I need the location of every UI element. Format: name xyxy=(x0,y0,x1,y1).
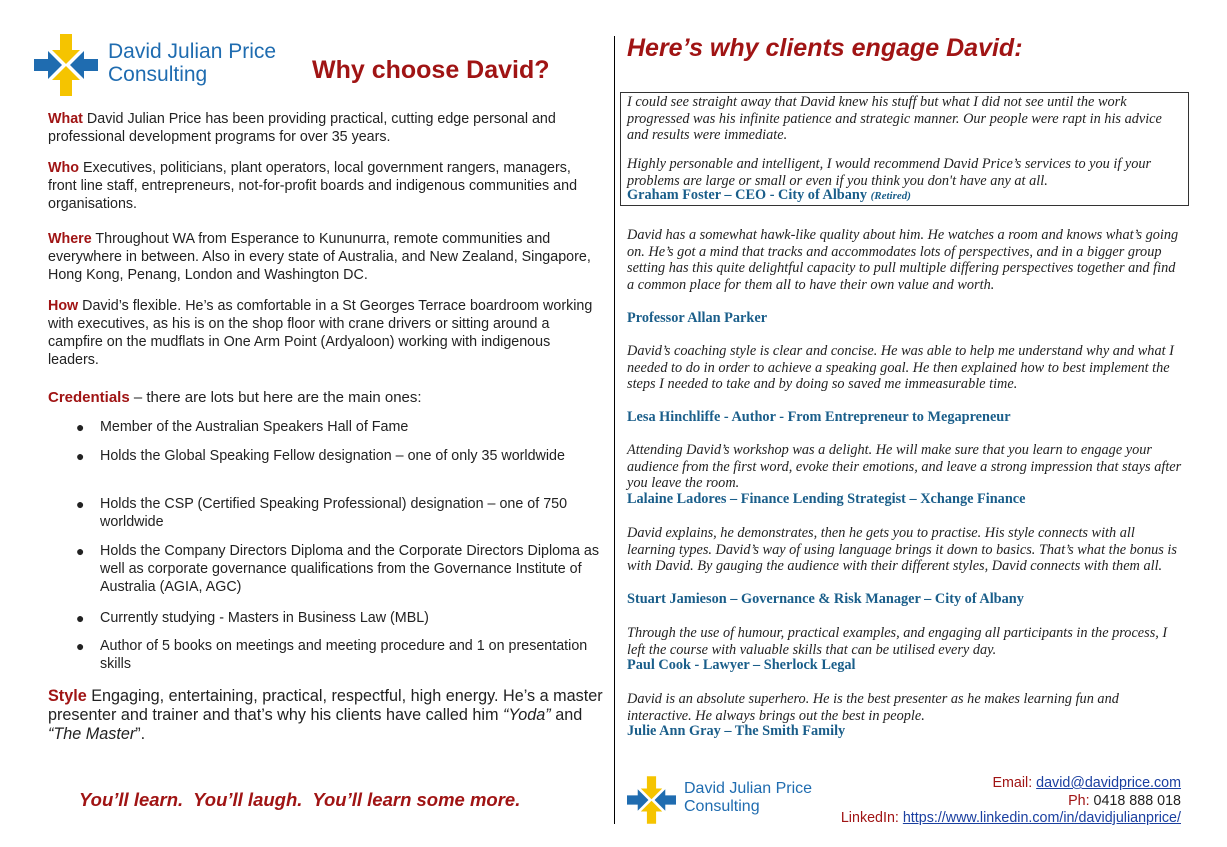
contact-block xyxy=(841,775,1181,828)
list-item: ● Holds the Company Directors Diploma and the Corporate Directors Diploma as well as corporate governance qualifications from the Governance Institute of Australia (AGIA, AGC) xyxy=(76,543,600,595)
testimonial-5-name: Stuart Jamieson – Governance & Risk Manager – City of Albany xyxy=(627,591,1024,607)
how-text: David’s flexible. He’s as comfortable in a St Georges Terrace boardroom working with executives, as his is on the shop floor with crane drivers or sitting around a campfire on the mudflats in One Arm Point (Ardyaloon) working with indigenous leaders. xyxy=(48,298,593,368)
style-end: ”. xyxy=(135,725,146,743)
where-text: Throughout WA from Esperance to Kununurra, remote communities and everywhere in between. Also in every state of Australia, and New Zealand, Singapore, Hong Kong, Penang, London and Washington DC. xyxy=(48,231,591,283)
testimonial-7-name: Julie Ann Gray – The Smith Family xyxy=(627,723,846,739)
what-label: What xyxy=(48,111,83,127)
bullet-icon: ● xyxy=(76,419,85,435)
page-title-right: Here’s why clients engage David: xyxy=(627,34,1023,62)
section-who xyxy=(48,159,588,213)
email-link[interactable]: david@davidprice.com xyxy=(1036,775,1181,791)
logo-bottom-line2: Consulting xyxy=(684,797,760,815)
testimonial-6-quote: Through the use of humour, practical examples, and engaging all participants in the process, I left the course with valuable skills that can be utilised every day. xyxy=(627,625,1168,658)
contact-phone-row xyxy=(841,793,1181,811)
logo-bottom xyxy=(627,776,847,824)
testimonial-2-quote: David has a somewhat hawk-like quality about him. He watches a room and knows what’s going on. He’s got a mind that tracks and accommodates lots of perspectives, and in a bigger group setting has this quite delightful capacity to pull multiple differing perspectives together and find a common place for them all to have their own value and worth. xyxy=(627,227,1179,293)
style-yoda: “Yoda” xyxy=(503,706,551,724)
testimonial-1-name: Graham Foster – CEO - City of Albany (Retired) xyxy=(627,187,911,203)
testimonial-1-quote-2: Highly personable and intelligent, I would recommend David Price’s services to you if your problems are large or small or even if you think you don't have any at all. xyxy=(627,156,1152,189)
testimonial-2-name: Professor Allan Parker xyxy=(627,310,768,326)
testimonial-1-note: (Retired) xyxy=(870,190,911,202)
logo-bottom-line1: David Julian Price xyxy=(684,780,813,797)
testimonial-7-quote: David is an absolute superhero. He is the best presenter as he makes learning fun and interactive. He always brings out the best in people. xyxy=(627,691,1119,724)
logo-line1: David Julian Price xyxy=(108,40,277,63)
section-credentials xyxy=(48,389,608,407)
where-label: Where xyxy=(48,231,92,247)
linkedin-label: LinkedIn: xyxy=(840,810,903,826)
style-text: Engaging, entertaining, practical, respectful, high energy. He’s a master presenter and trainer and that’s why his clients have called him xyxy=(48,687,603,724)
testimonial-6-name: Paul Cook - Lawyer – Sherlock Legal xyxy=(627,657,856,673)
credentials-text: – there are lots but here are the main ones: xyxy=(129,389,422,406)
testimonial-3-name: Lesa Hinchliffe - Author - From Entrepreneur to Megapreneur xyxy=(627,409,1011,425)
logo-line2: Consulting xyxy=(108,63,208,87)
who-text: Executives, politicians, plant operators, local government rangers, managers, front line staff, entrepreneurs, not-for-profit boards and indigenous communities and organisations. xyxy=(48,160,578,212)
email-label: Email: xyxy=(992,775,1037,791)
style-master: “The Master xyxy=(48,725,136,743)
testimonial-1-quote-1: I could see straight away that David knew his stuff but what I did not see until the work progressed was his infinite patience and strategic manner. Our people were rapt in his advice and results were immediate. xyxy=(627,94,1162,144)
bullet-icon: ● xyxy=(76,448,85,464)
section-style xyxy=(48,687,608,744)
page-title-left: Why choose David? xyxy=(312,56,550,84)
how-label: How xyxy=(48,298,79,314)
what-text: David Julian Price has been providing practical, cutting edge personal and professional development programs for over 35 years. xyxy=(48,111,556,145)
testimonial-4-quote: Attending David’s workshop was a delight. He will make sure that you learn to engage your audience from the first word, evoke their emotions, and leave a strong impression that stays after you leave the room. xyxy=(627,442,1182,492)
testimonial-3-quote: David’s coaching style is clear and concise. He was able to help me understand why and what I needed to do in order to achieve a speaking goal. He then explained how to best implement the steps I needed to take and by doing so saved me immeasurable time. xyxy=(627,343,1174,393)
style-and: and xyxy=(550,706,583,724)
list-item: ● Holds the CSP (Certified Speaking Professional) designation – one of 750 worldwide xyxy=(76,496,568,530)
section-how xyxy=(48,297,593,369)
list-item: ● Member of the Australian Speakers Hall of Fame xyxy=(76,419,409,435)
section-where xyxy=(48,230,608,284)
bullet-icon: ● xyxy=(76,496,85,512)
style-label: Style xyxy=(48,687,87,705)
logo-arrows-icon xyxy=(627,776,676,824)
logo xyxy=(34,34,294,96)
contact-linkedin-row xyxy=(841,810,1181,828)
testimonial-5-quote: David explains, he demonstrates, then he gets you to practise. His style connects with all learning types. David’s way of using language brings it down to basics. That’s what the bonus is with David. By gauging the audience with their different styles, David connects with them all. xyxy=(627,525,1177,575)
tagline: You’ll learn. You’ll laugh. You’ll learn some more. xyxy=(79,789,521,810)
credentials-label: Credentials xyxy=(48,389,130,406)
list-item: ● Author of 5 books on meetings and meeting procedure and 1 on presentation skills xyxy=(76,638,588,672)
column-divider xyxy=(614,36,615,824)
linkedin-link[interactable]: https://www.linkedin.com/in/davidjulianprice/ xyxy=(902,810,1181,826)
phone-label: Ph: xyxy=(1068,792,1094,809)
testimonial-4-name: Lalaine Ladores – Finance Lending Strategist – Xchange Finance xyxy=(627,491,1026,507)
bullet-icon: ● xyxy=(76,610,85,626)
bullet-icon: ● xyxy=(76,638,85,654)
section-what xyxy=(48,110,608,146)
list-item: ● Holds the Global Speaking Fellow designation – one of only 35 worldwide xyxy=(76,448,565,464)
who-label: Who xyxy=(48,160,79,176)
phone-value: 0418 888 018 xyxy=(1093,792,1181,809)
bullet-icon: ● xyxy=(76,543,85,559)
list-item: ● Currently studying - Masters in Business Law (MBL) xyxy=(76,610,429,626)
contact-email-row xyxy=(841,775,1181,793)
logo-arrows-icon xyxy=(34,34,98,96)
